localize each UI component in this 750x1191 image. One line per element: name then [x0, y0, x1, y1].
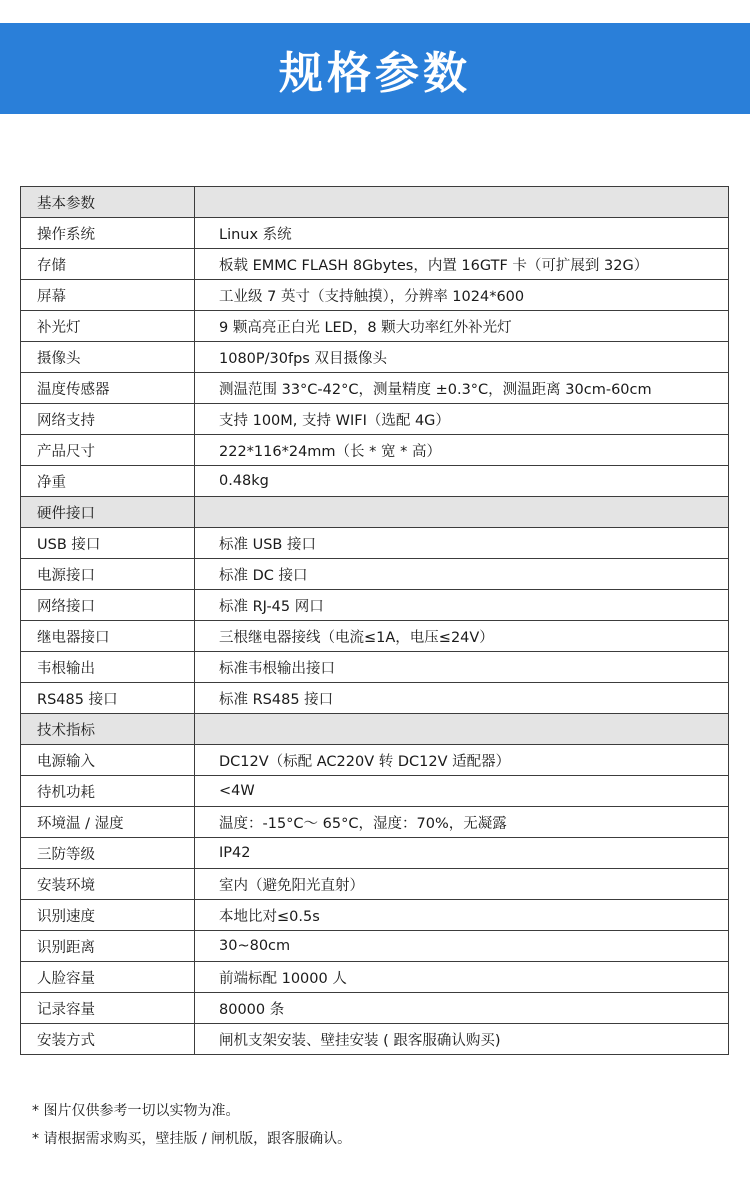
footnote: * 请根据需求购买，壁挂版 / 闸机版，跟客服确认。 [32, 1131, 352, 1147]
footnote: * 图片仅供参考一切以实物为准。 [32, 1103, 240, 1119]
title-banner [0, 23, 750, 114]
spec-table-body [21, 187, 729, 1055]
spec-key: 网络接口 [21, 590, 195, 621]
section-header-technical [21, 714, 729, 745]
spec-value: 本地比对≤0.5s [195, 900, 729, 931]
spec-key: RS485 接口 [21, 683, 195, 714]
table-row [21, 311, 729, 342]
spec-key: 存储 [21, 249, 195, 280]
table-row [21, 962, 729, 993]
spec-key: 待机功耗 [21, 776, 195, 807]
table-row [21, 559, 729, 590]
spec-key: 安装方式 [21, 1024, 195, 1055]
section-title-empty [195, 714, 729, 745]
spec-value: IP42 [195, 838, 729, 869]
table-row [21, 900, 729, 931]
section-title-empty [195, 497, 729, 528]
table-row [21, 373, 729, 404]
spec-key: 补光灯 [21, 311, 195, 342]
spec-value: 温度：-15°C～ 65°C，湿度：70%，无凝露 [195, 807, 729, 838]
table-row [21, 993, 729, 1024]
spec-value: 标准 RS485 接口 [195, 683, 729, 714]
table-row [21, 528, 729, 559]
spec-value: 222*116*24mm（长 * 宽 * 高） [195, 435, 729, 466]
spec-value: DC12V（标配 AC220V 转 DC12V 适配器） [195, 745, 729, 776]
spec-table [20, 186, 729, 1055]
table-row [21, 745, 729, 776]
spec-key: 产品尺寸 [21, 435, 195, 466]
section-title: 基本参数 [21, 187, 195, 218]
spec-key: 摄像头 [21, 342, 195, 373]
spec-key: 网络支持 [21, 404, 195, 435]
table-row [21, 807, 729, 838]
spec-key: 净重 [21, 466, 195, 497]
spec-key: 操作系统 [21, 218, 195, 249]
spec-key: 韦根输出 [21, 652, 195, 683]
spec-value: 工业级 7 英寸（支持触摸），分辨率 1024*600 [195, 280, 729, 311]
spec-value: 支持 100M, 支持 WIFI（选配 4G） [195, 404, 729, 435]
table-row [21, 869, 729, 900]
spec-key: 屏幕 [21, 280, 195, 311]
spec-value: 80000 条 [195, 993, 729, 1024]
footnotes [32, 1097, 351, 1153]
spec-value: 前端标配 10000 人 [195, 962, 729, 993]
spec-value: Linux 系统 [195, 218, 729, 249]
spec-value: 标准 RJ-45 网口 [195, 590, 729, 621]
table-row [21, 404, 729, 435]
spec-key: 温度传感器 [21, 373, 195, 404]
table-row [21, 590, 729, 621]
section-title: 硬件接口 [21, 497, 195, 528]
section-header-basic [21, 187, 729, 218]
spec-value: 标准 DC 接口 [195, 559, 729, 590]
table-row [21, 280, 729, 311]
spec-value: 1080P/30fps 双目摄像头 [195, 342, 729, 373]
spec-key: 环境温 / 湿度 [21, 807, 195, 838]
table-row [21, 1024, 729, 1055]
spec-value: <4W [195, 776, 729, 807]
section-title: 技术指标 [21, 714, 195, 745]
spec-value: 30~80cm [195, 931, 729, 962]
spec-key: 记录容量 [21, 993, 195, 1024]
table-row [21, 652, 729, 683]
table-row [21, 683, 729, 714]
spec-value: 闸机支架安装、壁挂安装 ( 跟客服确认购买) [195, 1024, 729, 1055]
table-row [21, 621, 729, 652]
spec-value: 三根继电器接线（电流≤1A，电压≤24V） [195, 621, 729, 652]
spec-value: 室内（避免阳光直射） [195, 869, 729, 900]
section-title-empty [195, 187, 729, 218]
page-title: 规格参数 [279, 47, 471, 99]
section-header-hardware [21, 497, 729, 528]
table-row [21, 838, 729, 869]
table-row [21, 435, 729, 466]
table-row [21, 466, 729, 497]
spec-value: 标准 USB 接口 [195, 528, 729, 559]
table-row [21, 931, 729, 962]
spec-key: 电源输入 [21, 745, 195, 776]
table-row [21, 776, 729, 807]
spec-value: 测温范围 33°C-42°C，测量精度 ±0.3°C，测温距离 30cm-60cm [195, 373, 729, 404]
spec-value: 标准韦根输出接口 [195, 652, 729, 683]
spec-key: 电源接口 [21, 559, 195, 590]
spec-value: 0.48kg [195, 466, 729, 497]
spec-value: 9 颗高亮正白光 LED，8 颗大功率红外补光灯 [195, 311, 729, 342]
spec-key: 安装环境 [21, 869, 195, 900]
spec-key: USB 接口 [21, 528, 195, 559]
spec-key: 人脸容量 [21, 962, 195, 993]
spec-key: 识别距离 [21, 931, 195, 962]
spec-value: 板载 EMMC FLASH 8Gbytes，内置 16GTF 卡（可扩展到 32G） [195, 249, 729, 280]
spec-key: 识别速度 [21, 900, 195, 931]
spec-key: 继电器接口 [21, 621, 195, 652]
table-row [21, 249, 729, 280]
table-row [21, 342, 729, 373]
table-row [21, 218, 729, 249]
spec-key: 三防等级 [21, 838, 195, 869]
